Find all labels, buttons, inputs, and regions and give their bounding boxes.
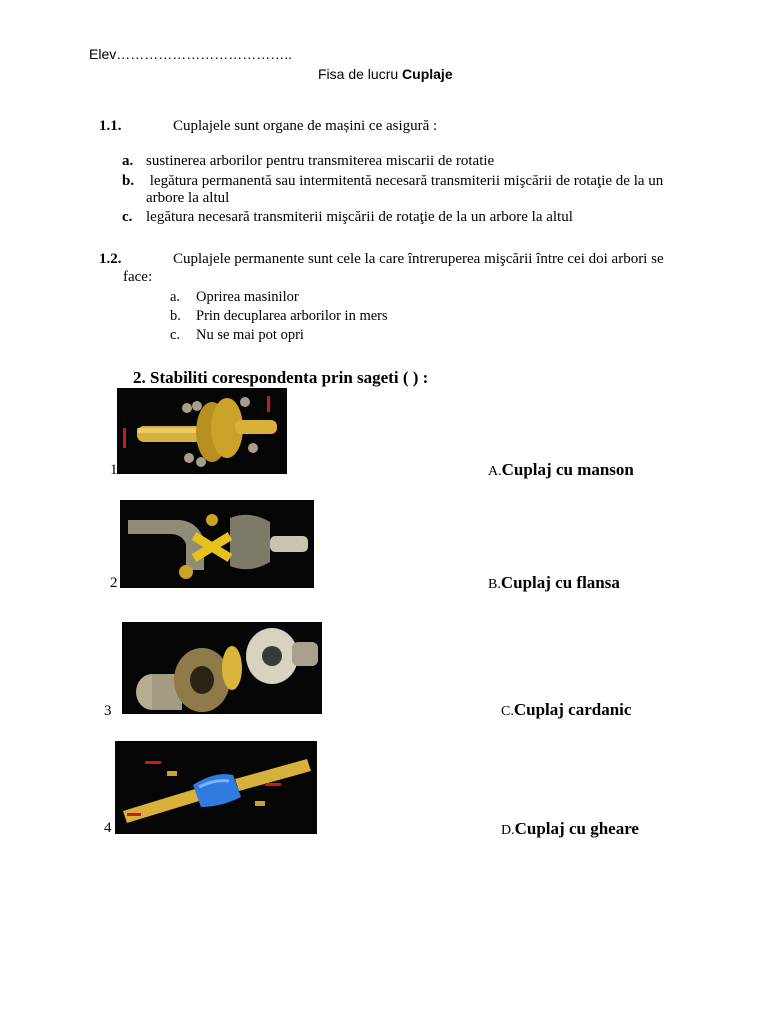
- option-letter: c.: [122, 209, 133, 225]
- answer-text: Cuplaj cu manson: [501, 460, 634, 479]
- question-1-2-option-c: [170, 327, 304, 344]
- answer-text: Cuplaj cu flansa: [500, 573, 620, 592]
- option-letter: b.: [170, 308, 181, 324]
- question-1-2-option-b: [170, 308, 388, 325]
- question-1-1-option-b-continuation: arbore la altul: [146, 190, 230, 206]
- worksheet-title-topic: Cuplaje: [402, 66, 453, 82]
- option-text: legătura permanentă sau intermitentă necesară transmiterii mişcării de rotaţie de la un: [146, 173, 664, 189]
- answer-text: Cuplaj cu gheare: [514, 819, 639, 838]
- answer-c: [501, 700, 631, 720]
- student-name-label: Elev………………………………..: [89, 46, 293, 62]
- option-text: Nu se mai pot opri: [196, 327, 304, 343]
- worksheet-title-prefix: Fisa de lucru: [318, 66, 403, 82]
- answer-text: Cuplaj cardanic: [513, 700, 632, 719]
- option-letter: a.: [122, 153, 134, 169]
- option-letter: a.: [170, 289, 181, 305]
- question-1-2-number: 1.2.: [99, 251, 122, 267]
- answer-d: [501, 819, 639, 839]
- option-text: sustinerea arborilor pentru transmiterea miscarii de rotatie: [146, 153, 495, 169]
- question-1-1-text: Cuplajele sunt organe de mașini ce asigură :: [173, 118, 438, 134]
- question-1-2-text-continuation: face:: [123, 269, 153, 285]
- answer-letter: A.: [488, 464, 502, 479]
- answer-letter: C.: [501, 704, 514, 719]
- option-text: Prin decuplarea arborilor in mers: [196, 308, 388, 324]
- option-letter: b.: [122, 173, 135, 189]
- option-text: legătura necesară transmiterii mişcării de rotaţie de la un arbore la altul: [146, 209, 573, 225]
- claw-coupling-image: [122, 622, 322, 714]
- flange-coupling-image: [117, 388, 287, 474]
- item-number-1: 1: [110, 462, 118, 478]
- answer-letter: B.: [488, 577, 501, 592]
- question-2-title: 2. Stabiliti corespondenta prin sageti ( ) :: [133, 368, 429, 387]
- item-number-2: 2: [110, 575, 118, 591]
- question-1-1-option-c: [122, 209, 573, 226]
- option-letter: c.: [170, 327, 181, 343]
- item-number-3: 3: [104, 703, 112, 719]
- answer-b: [488, 573, 620, 593]
- item-number-4: 4: [104, 820, 112, 836]
- option-text: Oprirea masinilor: [196, 289, 299, 305]
- answer-a: [488, 460, 634, 480]
- question-1-2-option-a: [170, 289, 299, 306]
- sleeve-coupling-image: [115, 741, 317, 834]
- answer-letter: D.: [501, 823, 515, 838]
- question-1-1-number: 1.1.: [99, 118, 122, 134]
- question-1-2-text: Cuplajele permanente sunt cele la care întreruperea mişcării între cei doi arbori se: [173, 251, 664, 267]
- question-1-1-option-b: [122, 173, 663, 190]
- cardan-joint-image: [120, 500, 314, 588]
- question-1-1-option-a: [122, 153, 494, 170]
- worksheet-title: [318, 66, 453, 82]
